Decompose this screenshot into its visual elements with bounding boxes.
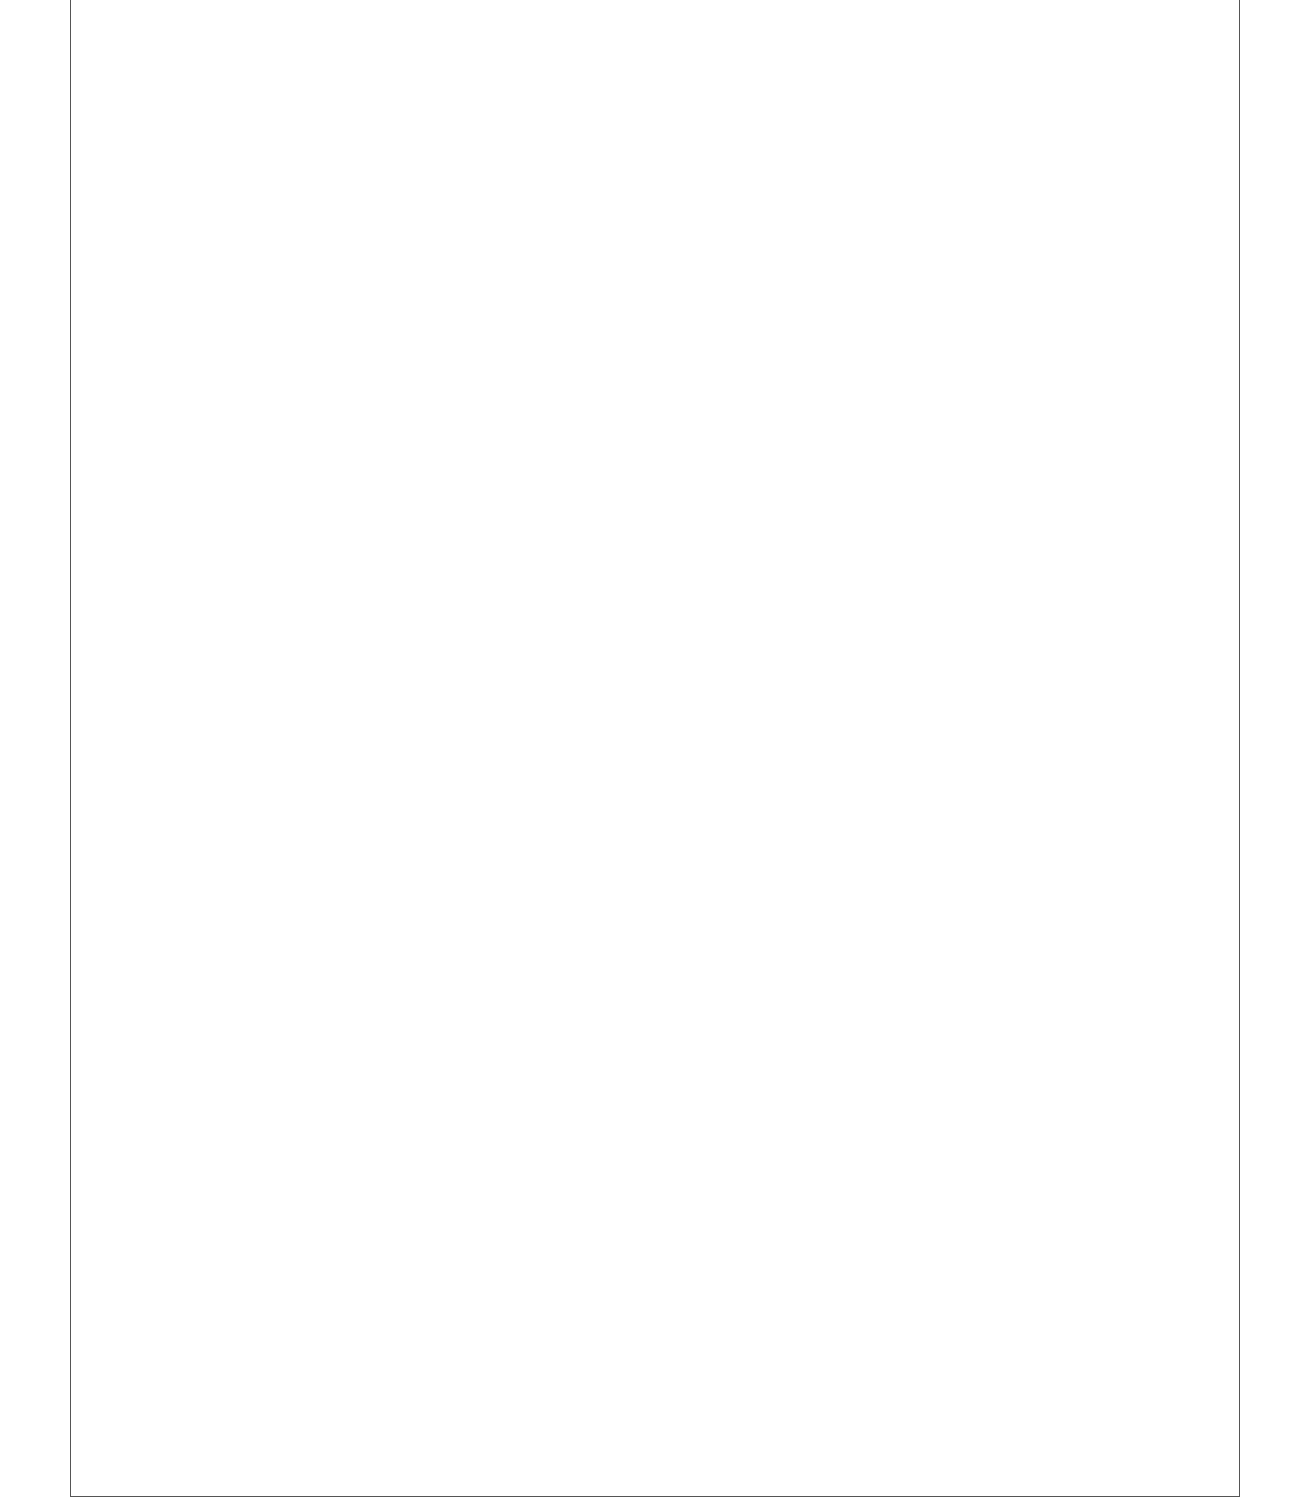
page-frame — [70, 0, 1240, 1497]
